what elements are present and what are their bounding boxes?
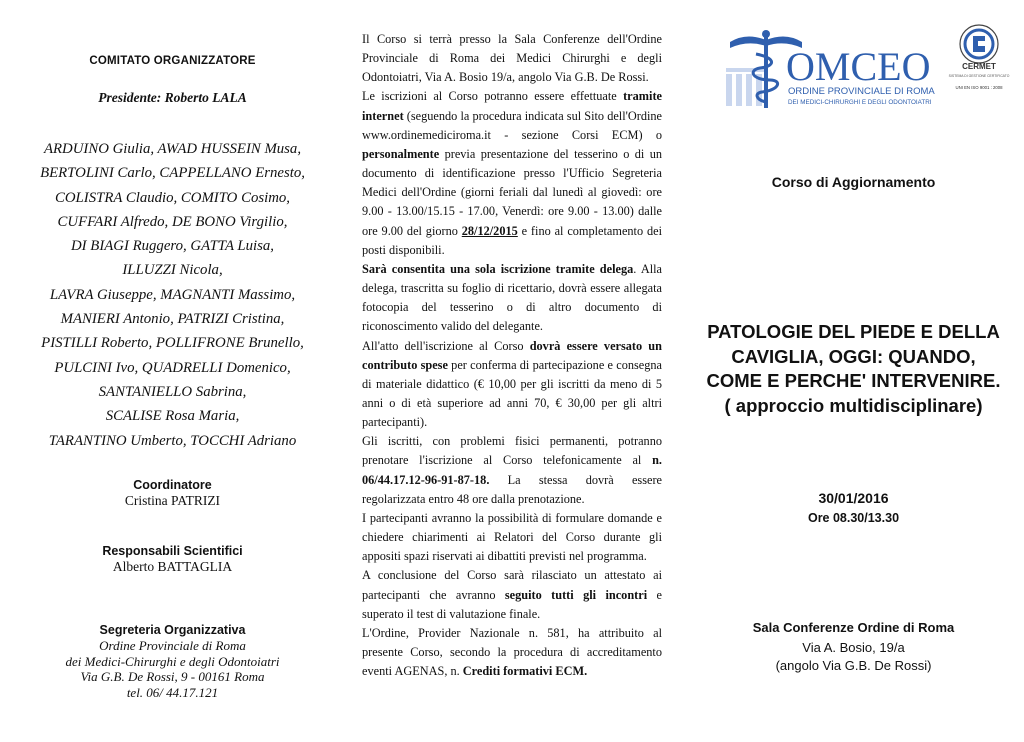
- member-line: MANIERI Antonio, PATRIZI Cristina,: [60, 311, 285, 328]
- course-title-line: COME E PERCHE' INTERVENIRE.: [706, 370, 1001, 391]
- info-paragraph-location: Il Corso si terrà presso la Sala Conferenze dell'Ordine Provinciale di Roma dei Medici Chirurghi e degli Odontoiatri, Via A. Bosio 19/a, angolo Via G.B. De Rossi.: [362, 32, 662, 85]
- omceo-logo: [726, 22, 936, 112]
- venue-address: [683, 639, 1024, 675]
- info-paragraph-telefono: Gli iscritti, con problemi fisici permanenti, potranno prenotare l'iscrizione al Corso telefonicamente al n. 06/44.17.12-96-91-87-18. La stessa dovrà essere regolarizzata entro 48 ore dalla prenotazione.: [362, 434, 662, 506]
- members-list: [0, 137, 345, 453]
- logo-wordmark: OMCEO: [786, 44, 931, 89]
- course-type: Corso di Aggiornamento: [771, 174, 936, 190]
- cert-iso: UNI EN ISO 9001 : 2008: [955, 85, 1003, 90]
- wing-left: [730, 36, 766, 48]
- segreteria-line: Via G.B. De Rossi, 9 - 00161 Roma: [80, 669, 265, 684]
- info-paragraph-delega: Sarà consentita una sola iscrizione tramite delega. Alla delega, trascritta su foglio di ricettario, dovrà essere allegata fotocopia del tesserino o di altro documento di riconoscimento valido del delegante.: [362, 261, 662, 334]
- segreteria-line: Ordine Provinciale di Roma: [99, 638, 246, 653]
- middle-panel: [345, 0, 683, 742]
- course-title: [683, 320, 1024, 418]
- course-title-line: CAVIGLIA, OGGI: QUANDO,: [731, 345, 976, 367]
- member-line: LAVRA Giuseppe, MAGNANTI Massimo,: [49, 286, 296, 303]
- coordinatore-name: Cristina PATRIZI: [124, 493, 221, 508]
- right-panel: [683, 0, 1024, 742]
- member-line: PULCINI Ivo, QUADRELLI Domenico,: [54, 359, 291, 376]
- responsabili-title: Responsabili Scientifici: [102, 544, 243, 558]
- event-date: 30/01/2016: [818, 490, 889, 506]
- responsabili-name: Alberto BATTAGLIA: [112, 559, 233, 574]
- member-line: ARDUINO Giulia, AWAD HUSSEIN Musa,: [43, 141, 302, 157]
- info-paragraph-contributo: All'atto dell'iscrizione al Corso dovrà essere versato un contributo spese per conferma di partecipazione e consegna di materiale didattico (€ 10,00 per gli iscritti da meno di 5 anni o di età superiore ad anni 70, € 30,00 per gli altri partecipanti).: [362, 338, 662, 430]
- venue-address-line: Via A. Bosio, 19/a: [802, 640, 905, 655]
- member-line: COLISTRA Claudio, COMITO Cosimo,: [54, 189, 290, 206]
- presidente-line: Presidente: Roberto LALA: [98, 90, 247, 105]
- event-time: Ore 08.30/13.30: [807, 511, 900, 525]
- coordinatore-block: [0, 477, 345, 509]
- staff: [764, 36, 768, 108]
- cert-subtitle: SISTEMA DI GESTIONE CERTIFICATO: [948, 74, 1010, 78]
- course-title-line: PATOLOGIE DEL PIEDE E DELLA: [707, 321, 1000, 342]
- member-line: BERTOLINI Carlo, CAPPELLANO Ernesto,: [40, 165, 305, 182]
- cermet-certification-badge: [948, 22, 1010, 94]
- cert-name: CERMET: [962, 62, 996, 71]
- venue-name: Sala Conferenze Ordine di Roma: [752, 620, 955, 635]
- segreteria-title: Segreteria Organizzativa: [99, 623, 246, 637]
- venue-address-line: (angolo Via G.B. De Rossi): [775, 658, 932, 673]
- coordinatore-title: Coordinatore: [133, 478, 212, 492]
- member-line: TARANTINO Umberto, TOCCHI Adriano: [48, 432, 297, 449]
- logo-subtitle-1: ORDINE PROVINCIALE DI ROMA: [788, 86, 935, 97]
- start-date: 28/12/2015: [461, 223, 518, 238]
- info-paragraph-attestato: A conclusione del Corso sarà rilasciato un attestato ai partecipanti che avranno seguito tutti gli incontri e superato il test di valutazione finale.: [362, 568, 662, 621]
- member-line: DI BIAGI Ruggero, GATTA Luisa,: [70, 238, 275, 255]
- info-paragraph-iscrizioni: Le iscrizioni al Corso potranno essere effettuate tramite internet (seguendo la procedura indicata sul Sito dell'Ordine www.ordinemediciroma.it - sezione Corsi ECM) o personalmente previa presentazione del tesserino o di un documento di identificazione presso l'Ufficio Segreteria Medici dell'Ordine (giorni feriali dal lunedì al giovedì: ore 9.00 - 13.00/15.15 - 17.00, Venerdì: ore 9.00 - 13.00) dalle ore 9.00 del giorno 28/12/2015 e fino al completamento dei posti disponibili.: [362, 89, 662, 257]
- info-paragraph-domande: I partecipanti avranno la possibilità di formulare domande e chiedere chiarimenti ai Relatori del Corso durante gli appositi spazi riservati ai dibattiti previsti nel programma.: [362, 510, 662, 564]
- member-line: PISTILLI Roberto, POLLIFRONE Brunello,: [41, 335, 304, 352]
- info-text: [362, 30, 662, 681]
- segreteria-line: dei Medici-Chirurghi e degli Odontoiatri: [65, 653, 280, 669]
- member-line: CUFFARI Alfredo, DE BONO Virgilio,: [57, 213, 288, 230]
- course-title-line: ( approccio multidisciplinare): [724, 394, 983, 416]
- segreteria-line: tel. 06/ 44.17.121: [126, 684, 219, 700]
- info-paragraph-ecm: L'Ordine, Provider Nazionale n. 581, ha attribuito al presente Corso, secondo la procedura di accreditamento eventi AGENAS, n. Crediti formativi ECM.: [362, 625, 662, 679]
- member-line: SANTANIELLO Sabrina,: [98, 383, 247, 400]
- segreteria-block: [0, 622, 345, 700]
- left-panel: [0, 0, 345, 742]
- logo-subtitle-2: DEI MEDICI-CHIRURGHI E DEGLI ODONTOIATRI: [788, 99, 932, 106]
- member-line: SCALISE Rosa Maria,: [105, 408, 240, 425]
- member-line: ILLUZZI Nicola,: [122, 262, 223, 279]
- comitato-heading: COMITATO ORGANIZZATORE: [89, 55, 256, 67]
- responsabili-block: [0, 543, 345, 575]
